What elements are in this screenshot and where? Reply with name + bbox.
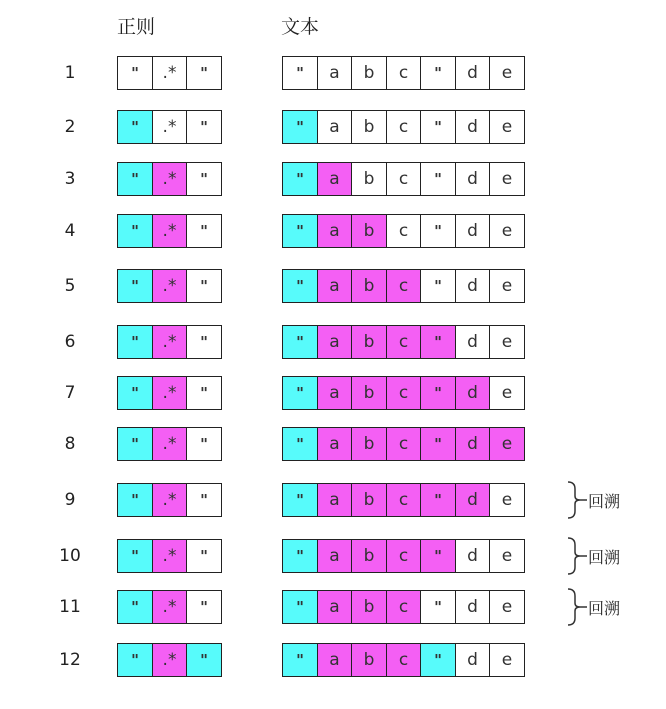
regex-cell: .* [152, 214, 188, 248]
step-row [0, 162, 666, 196]
text-cell: e [489, 483, 525, 517]
text-cell: " [420, 162, 456, 196]
text-cell: " [282, 427, 318, 461]
text-cell: c [386, 214, 422, 248]
text-cell: c [386, 162, 422, 196]
text-cell: b [351, 162, 387, 196]
regex-cell: " [117, 643, 153, 677]
text-cell: c [386, 643, 422, 677]
text-cell: e [489, 539, 525, 573]
regex-cell: " [186, 56, 222, 90]
text-cell: c [386, 325, 422, 359]
text-cell: d [455, 427, 491, 461]
text-cells [282, 590, 525, 624]
text-cells [282, 643, 525, 677]
text-cell: d [455, 214, 491, 248]
text-cell: e [489, 56, 525, 90]
regex-column-header: 正则 [117, 16, 156, 38]
text-cell: " [282, 590, 318, 624]
text-cell: " [282, 214, 318, 248]
text-cell: b [351, 56, 387, 90]
text-cell: b [351, 590, 387, 624]
text-cell: a [317, 269, 353, 303]
regex-cell: .* [152, 483, 188, 517]
curly-brace-icon [566, 536, 588, 576]
regex-cell: " [186, 162, 222, 196]
text-cell: c [386, 427, 422, 461]
text-cells [282, 214, 525, 248]
step-row [0, 110, 666, 144]
regex-cell: " [186, 269, 222, 303]
text-cells [282, 269, 525, 303]
regex-cell: " [117, 269, 153, 303]
text-cells [282, 539, 525, 573]
regex-cell: " [117, 483, 153, 517]
regex-cell: " [117, 110, 153, 144]
text-cell: " [420, 539, 456, 573]
text-cell: c [386, 269, 422, 303]
text-cell: c [386, 483, 422, 517]
curly-brace-icon [566, 587, 588, 627]
regex-cell: " [186, 590, 222, 624]
text-cell: d [455, 325, 491, 359]
text-cell: e [489, 214, 525, 248]
regex-cell: .* [152, 269, 188, 303]
step-row [0, 427, 666, 461]
text-cell: a [317, 590, 353, 624]
regex-cell: .* [152, 162, 188, 196]
text-cell: b [351, 483, 387, 517]
regex-cells [117, 483, 222, 517]
step-number: 10 [59, 546, 81, 566]
curly-brace-icon [566, 480, 588, 520]
text-cell: c [386, 56, 422, 90]
regex-cell: .* [152, 427, 188, 461]
text-cell: b [351, 376, 387, 410]
regex-cell: .* [152, 539, 188, 573]
regex-cell: " [117, 427, 153, 461]
regex-cell: " [186, 376, 222, 410]
text-cell: " [282, 269, 318, 303]
text-cell: " [420, 110, 456, 144]
regex-cells [117, 590, 222, 624]
step-row [0, 539, 666, 573]
text-cell: " [282, 483, 318, 517]
text-cell: c [386, 376, 422, 410]
step-number: 6 [64, 332, 76, 352]
step-row [0, 643, 666, 677]
step-number: 7 [64, 383, 76, 403]
regex-cell: " [186, 110, 222, 144]
step-number: 8 [64, 434, 76, 454]
text-cell: b [351, 269, 387, 303]
text-cell: a [317, 427, 353, 461]
text-cell: b [351, 427, 387, 461]
text-cell: " [420, 376, 456, 410]
step-number: 11 [59, 597, 81, 617]
text-cell: b [351, 539, 387, 573]
text-cell: a [317, 376, 353, 410]
text-cell: d [455, 590, 491, 624]
regex-cell: " [186, 643, 222, 677]
regex-cell: " [117, 590, 153, 624]
text-cell: " [420, 643, 456, 677]
text-cell: d [455, 539, 491, 573]
regex-cell: " [117, 376, 153, 410]
text-cells [282, 162, 525, 196]
step-number: 12 [59, 650, 81, 670]
step-number: 1 [64, 63, 76, 83]
regex-cells [117, 110, 222, 144]
text-cell: c [386, 539, 422, 573]
text-cell: " [420, 269, 456, 303]
text-cell: a [317, 56, 353, 90]
regex-cell: " [117, 162, 153, 196]
regex-cell: " [186, 427, 222, 461]
backtrack-label: 回溯 [588, 548, 621, 567]
regex-cell: " [186, 325, 222, 359]
text-cell: e [489, 427, 525, 461]
text-cell: " [282, 539, 318, 573]
regex-cell: " [117, 539, 153, 573]
text-cell: c [386, 590, 422, 624]
text-cell: " [420, 427, 456, 461]
text-cell: a [317, 643, 353, 677]
text-cell: " [282, 643, 318, 677]
regex-cell: .* [152, 643, 188, 677]
text-cell: e [489, 325, 525, 359]
backtrack-label: 回溯 [588, 599, 621, 618]
backtrack-label: 回溯 [588, 492, 621, 511]
text-cell: d [455, 269, 491, 303]
text-column-header: 文本 [281, 16, 320, 38]
step-number: 3 [64, 169, 76, 189]
text-cells [282, 376, 525, 410]
text-cell: " [420, 483, 456, 517]
text-cell: d [455, 643, 491, 677]
text-cell: e [489, 162, 525, 196]
text-cell: " [282, 325, 318, 359]
text-cell: e [489, 376, 525, 410]
regex-cells [117, 539, 222, 573]
regex-cells [117, 214, 222, 248]
step-row [0, 376, 666, 410]
step-row [0, 590, 666, 624]
text-cell: " [420, 56, 456, 90]
step-number: 5 [64, 276, 76, 296]
text-cell: e [489, 643, 525, 677]
text-cell: a [317, 539, 353, 573]
step-row [0, 325, 666, 359]
text-cell: " [282, 162, 318, 196]
regex-cell: .* [152, 56, 188, 90]
step-row [0, 214, 666, 248]
text-cell: " [282, 110, 318, 144]
text-cell: c [386, 110, 422, 144]
text-cell: a [317, 483, 353, 517]
regex-cells [117, 427, 222, 461]
text-cell: b [351, 214, 387, 248]
regex-cell: " [186, 214, 222, 248]
text-cell: b [351, 110, 387, 144]
step-row [0, 483, 666, 517]
text-cell: d [455, 56, 491, 90]
text-cell: a [317, 162, 353, 196]
text-cell: d [455, 483, 491, 517]
step-number: 9 [64, 490, 76, 510]
text-cell: " [282, 376, 318, 410]
regex-cells [117, 269, 222, 303]
text-cell: a [317, 110, 353, 144]
regex-cell: .* [152, 590, 188, 624]
regex-cells [117, 56, 222, 90]
regex-cell: " [117, 325, 153, 359]
text-cell: e [489, 590, 525, 624]
regex-cell: " [186, 539, 222, 573]
text-cell: a [317, 214, 353, 248]
text-cell: b [351, 643, 387, 677]
text-cell: b [351, 325, 387, 359]
text-cell: d [455, 110, 491, 144]
text-cell: " [420, 325, 456, 359]
step-number: 4 [64, 221, 76, 241]
text-cell: " [420, 590, 456, 624]
text-cells [282, 110, 525, 144]
text-cell: " [420, 214, 456, 248]
step-row [0, 269, 666, 303]
text-cell: a [317, 325, 353, 359]
regex-cell: .* [152, 110, 188, 144]
text-cells [282, 56, 525, 90]
regex-cells [117, 643, 222, 677]
text-cells [282, 427, 525, 461]
regex-cell: " [117, 56, 153, 90]
regex-cells [117, 162, 222, 196]
text-cell: e [489, 110, 525, 144]
text-cells [282, 483, 525, 517]
regex-cell: " [186, 483, 222, 517]
text-cell: d [455, 162, 491, 196]
regex-cells [117, 325, 222, 359]
regex-cell: .* [152, 376, 188, 410]
text-cell: " [282, 56, 318, 90]
regex-cells [117, 376, 222, 410]
text-cell: d [455, 376, 491, 410]
step-row [0, 56, 666, 90]
regex-cell: .* [152, 325, 188, 359]
regex-cell: " [117, 214, 153, 248]
text-cell: e [489, 269, 525, 303]
step-number: 2 [64, 117, 76, 137]
text-cells [282, 325, 525, 359]
